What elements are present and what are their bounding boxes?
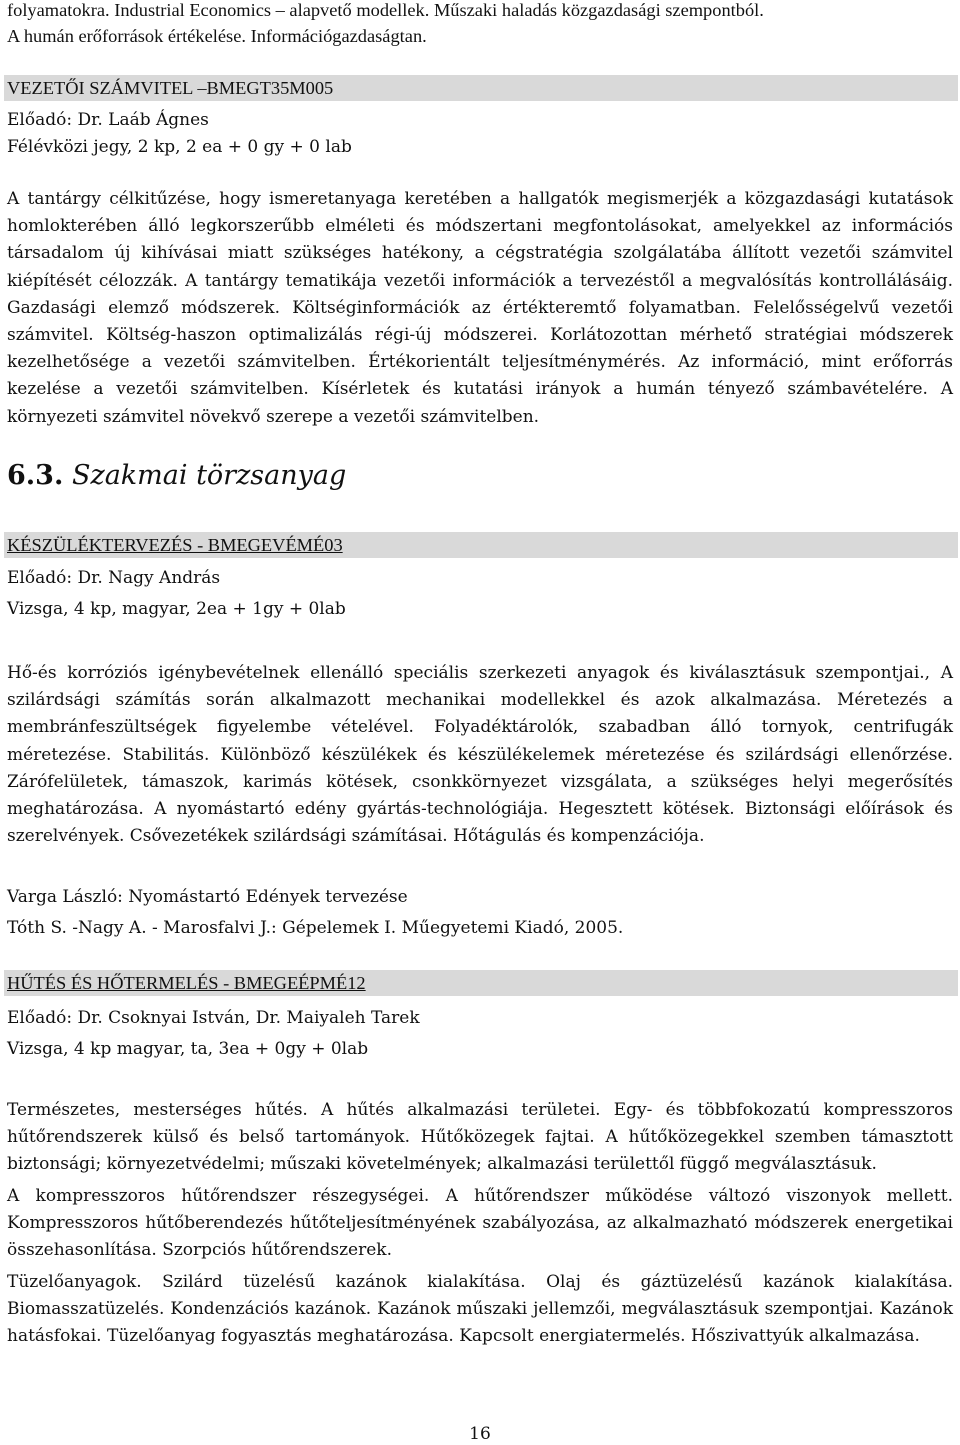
- course-credits: Vizsga, 4 kp magyar, ta, 3ea + 0gy + 0lab: [7, 1039, 369, 1059]
- intro-line-2: A humán erőforrások értékelése. Információgazdaságtan.: [7, 26, 427, 46]
- course-description: A tantárgy célkitűzése, hogy ismeretanyaga keretében a hallgatók megismerjék a közgazdasági kutatások homlokterében álló legkorszerűbb elméleti és módszertani megfontolásokat, amelyekkel az információs társadalom új kihívásai miatt szükséges hatékony, a cégstratégia szolgálatába állított vezetői számvitel kiépítését célozzák. A tantárgy tematikája vezetői információk a tervezéstől a megvalósítás kontrollálásáig. Gazdasági elemző módszerek. Költséginformációk az értékteremtő folyamatban. Felelősségelvű vezetői számvitel. Költség-haszon optimalizálás régi-új módszerei. Korlátozottan mérhető stratégiai módszerek kezelhetősége a vezetői számvitelben. Értékorientált teljesítménymérés. Az információ, mint erőforrás kezelése a vezetői számvitelben. Kísérletek és kutatási irányok a humán tényező számbavételére. A környezeti számvitel növekvő szerepe a vezetői számvitelben.: [7, 189, 953, 427]
- section-number: 6.3.: [7, 460, 64, 491]
- course-lecturer: Előadó: Dr. Nagy András: [7, 568, 221, 588]
- course-description-paragraph-1: Természetes, mesterséges hűtés. A hűtés alkalmazási területei. Egy- és többfokozatú kompresszoros hűtőrendszerek külső és belső tartományok. Hűtőközegek fajtai. A hűtőközegekkel szemben támasztott biztonsági; környezetvédelmi; műszaki követelmények; alkalmazási területtől függő megválasztásuk.: [7, 1100, 953, 1175]
- course-title-vezetoi-szamvitel: VEZETŐI SZÁMVITEL –BMEGT35M005: [7, 78, 334, 98]
- course-title-hutes-es-hotermeles: HŰTÉS ÉS HŐTERMELÉS - BMEGEÉPMÉ12: [7, 973, 366, 993]
- course-lecturer: Előadó: Dr. Laáb Ágnes: [7, 110, 209, 130]
- page-number: 16: [469, 1424, 491, 1444]
- reference-1: Varga László: Nyomástartó Edények tervezése: [7, 887, 408, 907]
- course-credits: Vizsga, 4 kp, magyar, 2ea + 1gy + 0lab: [7, 599, 346, 619]
- section-heading: [7, 458, 346, 494]
- course-lecturer: Előadó: Dr. Csoknyai István, Dr. Maiyaleh Tarek: [7, 1008, 420, 1028]
- course-credits: Félévközi jegy, 2 kp, 2 ea + 0 gy + 0 lab: [7, 137, 352, 157]
- course-description-paragraph-2: A kompresszoros hűtőrendszer részegységei. A hűtőrendszer működése változó viszonyok mellett. Kompresszoros hűtőberendezés hűtőteljesítményének szabályozása, az alkalmazható módszerek energetikai összehasonlítása. Szorpciós hűtőrendszerek.: [7, 1186, 953, 1261]
- course-description: Hő-és korróziós igénybevételnek ellenálló speciális szerkezeti anyagok és kiválasztásuk szempontjai., A szilárdsági számítás során alkalmazott mechanikai modellekkel és azok alkalmazása. Méretezés a membránfeszültségek figyelembe vételével. Folyadéktárolók, szabadban álló tornyok, centrifugák méretezése. Stabilitás. Különböző készülékek és készülékelemek méretezése és szilárdsági ellenőrzése. Zárófelületek, támaszok, karimás kötések, csonkkörnyezet vizsgálata, a szükséges helyi megerősítés meghatározása. A nyomástartó edény gyártás-technológiája. Hegesztett kötések. Biztonsági előírások és szerelvények. Csővezetékek szilárdsági számításai. Hőtágulás és kompenzációja.: [7, 663, 953, 847]
- section-title: Szakmai törzsanyag: [71, 460, 347, 491]
- course-description-paragraph-3: Tüzelőanyagok. Szilárd tüzelésű kazánok kialakítása. Olaj és gáztüzelésű kazánok kialakítása. Biomasszatüzelés. Kondenzációs kazánok. Kazánok műszaki jellemzői, megválasztásuk szempontjai. Kazánok hatásfokai. Tüzelőanyag fogyasztás meghatározása. Kapcsolt energiatermelés. Hőszivattyúk alkalmazása.: [7, 1272, 953, 1347]
- course-title-keszulektervezes: KÉSZÜLÉKTERVEZÉS - BMEGEVÉMÉ03: [7, 535, 343, 555]
- reference-2: Tóth S. -Nagy A. - Marosfalvi J.: Gépelemek I. Műegyetemi Kiadó, 2005.: [7, 918, 624, 938]
- intro-line-1: folyamatokra. Industrial Economics – alapvető modellek. Műszaki haladás közgazdasági szempontból.: [7, 0, 764, 20]
